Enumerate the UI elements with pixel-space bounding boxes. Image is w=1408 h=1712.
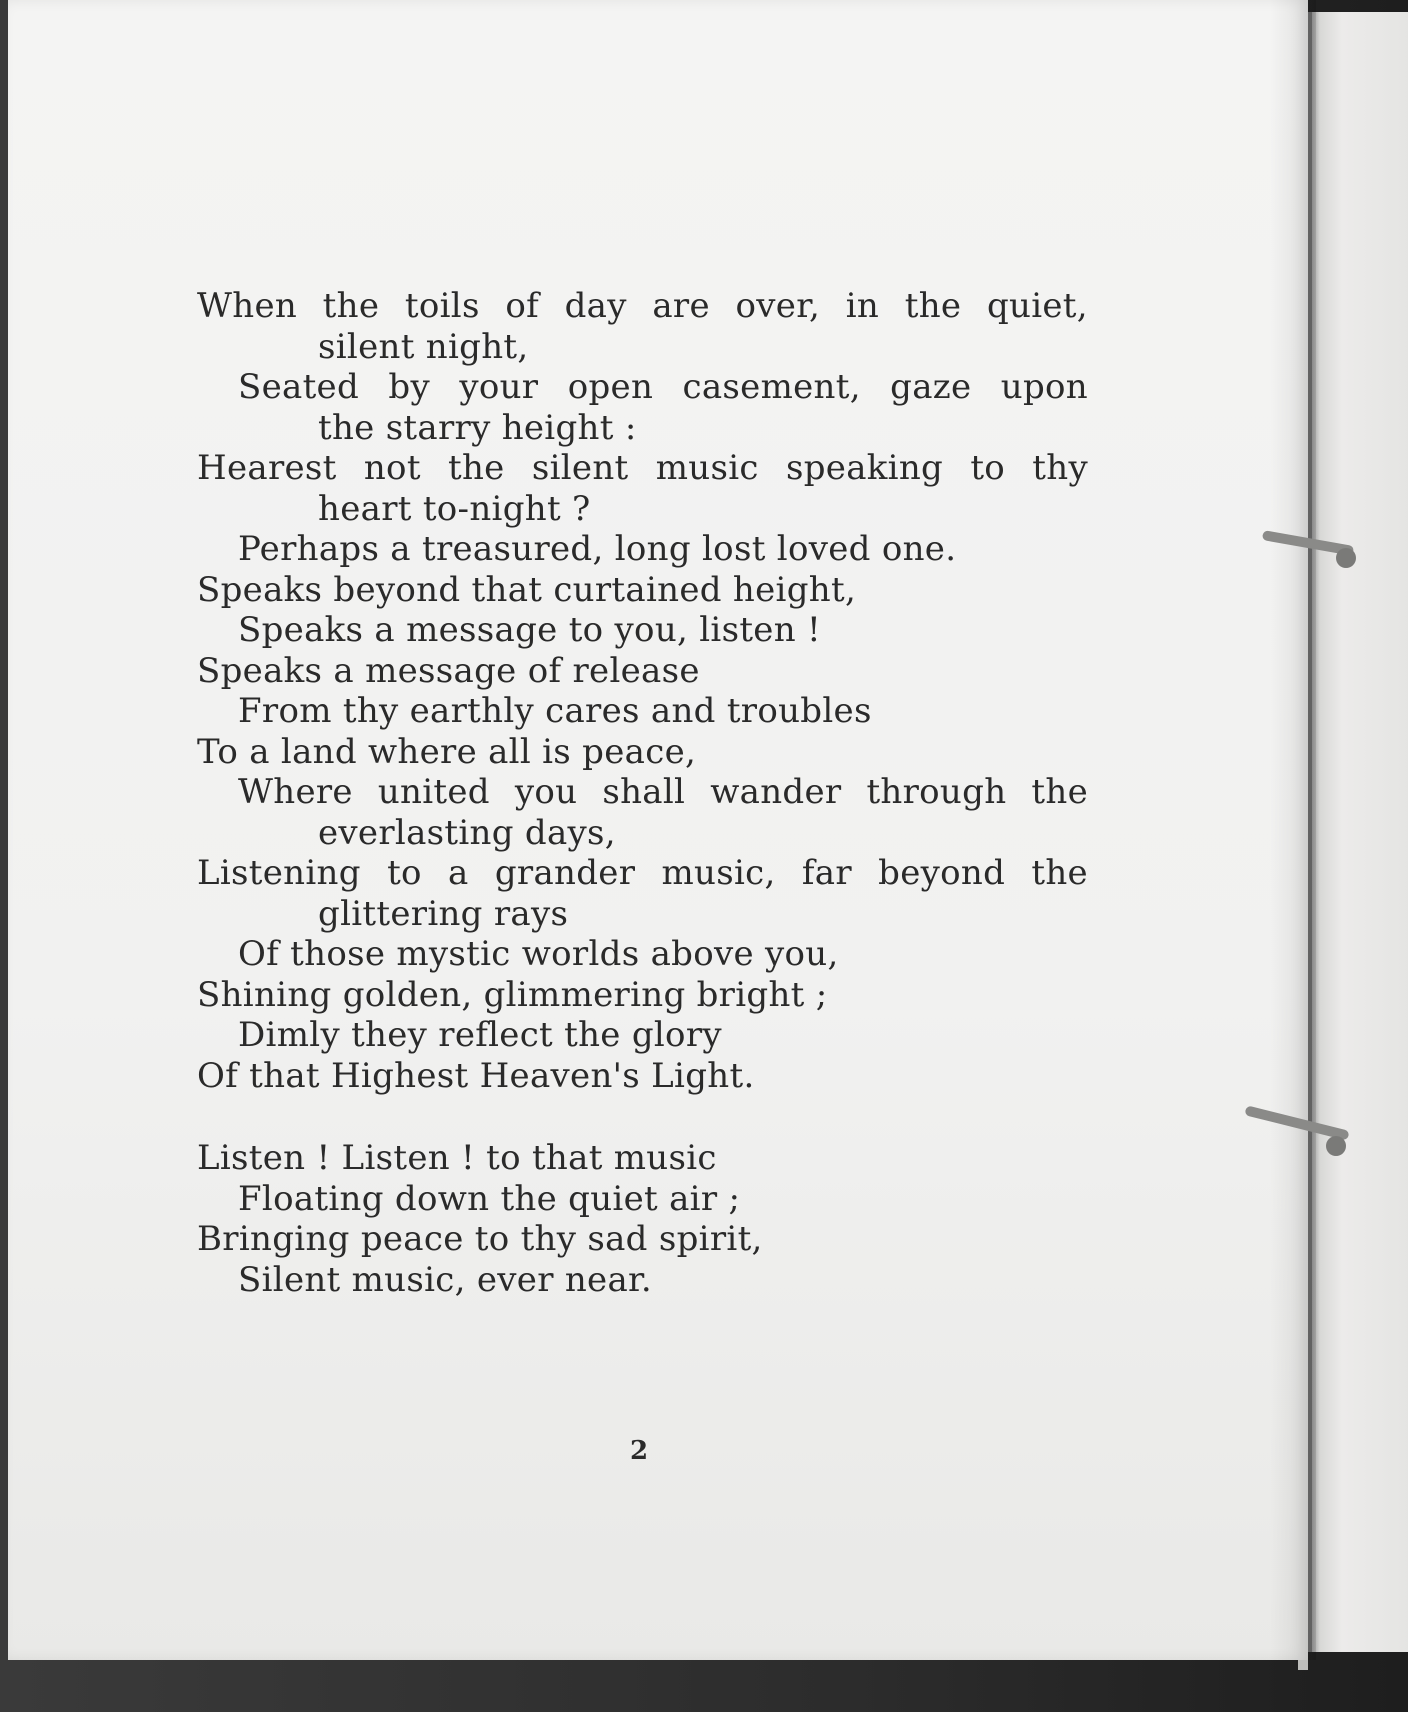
poem-word: speaking bbox=[785, 448, 944, 488]
poem-line: Silent music, ever near. bbox=[238, 1259, 652, 1300]
poem-word: are bbox=[652, 286, 710, 326]
poem-word: day bbox=[564, 286, 627, 326]
poem-word: to bbox=[387, 853, 422, 893]
binding-knot-bottom bbox=[1326, 1136, 1346, 1156]
poem-line: Speaks beyond that curtained height, bbox=[197, 569, 857, 610]
poem-line bbox=[197, 853, 1088, 894]
stanza-one bbox=[197, 286, 1097, 1096]
poem-word: of bbox=[505, 286, 539, 326]
poem bbox=[197, 286, 1097, 1300]
poem-word: to bbox=[970, 448, 1006, 488]
poem-word: thy bbox=[1032, 448, 1088, 488]
poem-word: Listening bbox=[197, 853, 361, 893]
poem-word: music bbox=[655, 448, 759, 488]
poem-word: you bbox=[514, 772, 578, 812]
poem-line: Speaks a message of release bbox=[197, 650, 700, 691]
poem-word: beyond bbox=[878, 853, 1006, 893]
poem-line bbox=[197, 772, 1088, 813]
poem-line: the starry height : bbox=[318, 407, 637, 448]
poem-line: Speaks a message to you, listen ! bbox=[238, 610, 821, 650]
poem-word: far bbox=[801, 853, 852, 893]
poem-word: wander bbox=[710, 772, 842, 812]
poem-word: open bbox=[567, 367, 654, 407]
poem-word: over, bbox=[735, 286, 821, 326]
poem-line: Dimly they reflect the glory bbox=[238, 1015, 722, 1055]
poem-word: Hearest bbox=[197, 448, 337, 488]
poem-word: by bbox=[388, 367, 430, 407]
stanza-two bbox=[197, 1138, 1097, 1300]
poem-line: To a land where all is peace, bbox=[197, 731, 697, 772]
poem-line: silent night, bbox=[318, 326, 529, 367]
poem-line bbox=[197, 286, 1088, 327]
poem-word: casement, bbox=[682, 367, 861, 407]
poem-word: not bbox=[363, 448, 421, 488]
poem-word: your bbox=[459, 367, 539, 407]
poem-word: the bbox=[1031, 853, 1088, 893]
poem-line: Perhaps a treasured, long lost loved one. bbox=[238, 529, 957, 569]
poem-word: quiet, bbox=[986, 286, 1088, 326]
poem-word: toils bbox=[404, 286, 480, 326]
poem-line: glittering rays bbox=[318, 893, 569, 934]
poem-word: the bbox=[448, 448, 505, 488]
poem-word: the bbox=[1031, 772, 1088, 812]
poem-word: grander bbox=[494, 853, 636, 893]
poem-line: Floating down the quiet air ; bbox=[238, 1178, 741, 1219]
poem-word: music, bbox=[661, 853, 776, 893]
poem-word: the bbox=[904, 286, 962, 326]
poem-line: Listen ! Listen ! to that music bbox=[197, 1138, 717, 1178]
poem-word: silent bbox=[531, 448, 629, 488]
stanza-gap bbox=[197, 1096, 1097, 1138]
poem-line: Of that Highest Heaven's Light. bbox=[197, 1055, 755, 1096]
poem-word: gaze bbox=[890, 367, 972, 407]
poem-line bbox=[197, 448, 1088, 489]
poem-word: shall bbox=[602, 772, 686, 812]
poem-word: through bbox=[866, 772, 1007, 812]
poem-word: the bbox=[322, 286, 380, 326]
poem-word: When bbox=[197, 286, 298, 326]
spine-shadow bbox=[1270, 0, 1316, 1660]
poem-line: Of those mystic worlds above you, bbox=[238, 934, 839, 974]
poem-word: united bbox=[377, 772, 490, 812]
poem-word: in bbox=[845, 286, 880, 326]
next-page bbox=[1308, 12, 1408, 1652]
poem-word: Where bbox=[238, 772, 353, 812]
poem-line: From thy earthly cares and troubles bbox=[238, 691, 872, 731]
poem-line: Shining golden, glimmering bright ; bbox=[197, 974, 828, 1015]
poem-line: Bringing peace to thy sad spirit, bbox=[197, 1219, 763, 1259]
poem-line bbox=[197, 367, 1088, 408]
binding-knot-top bbox=[1336, 548, 1356, 568]
page-number: 2 bbox=[630, 1436, 649, 1466]
poem-line: everlasting days, bbox=[318, 812, 616, 853]
poem-line: heart to-night ? bbox=[318, 488, 591, 529]
poem-word: Seated bbox=[238, 367, 360, 407]
poem-word: a bbox=[448, 853, 469, 893]
poem-word: upon bbox=[1000, 367, 1088, 407]
